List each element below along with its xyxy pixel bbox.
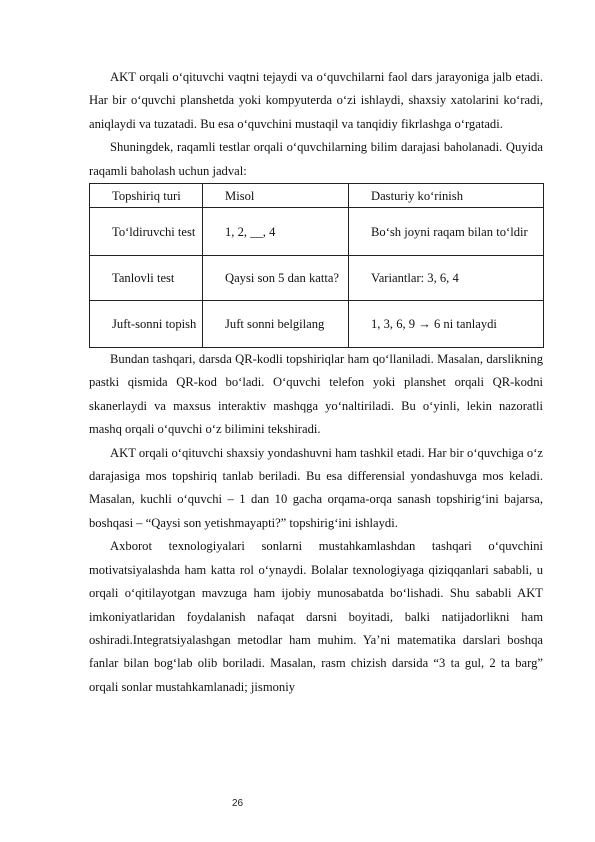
table-row [90, 301, 544, 348]
paragraph-personal-approach: AKT orqali o‘qituvchi shaxsiy yondashuvni ham tashkil etadi. Har bir o‘quvchiga o‘z darajasiga mos topshiriq tanlab beriladi. Bu esa differensial yondashuvga mos keladi. Masalan, kuchli o‘quvchi – 1 dan 10 gacha orqama-orqa sanash topshirig‘ini bajarsa, boshqasi – “Qaysi son yetishmayapti?” topshirig‘ini ishlaydi. [89, 445, 543, 530]
table-cell: Bo‘sh joyni raqam bilan to‘ldir [349, 208, 544, 256]
document-page [89, 66, 543, 699]
table-cell: Tanlovli test [90, 256, 203, 301]
table-cell: Variantlar: 3, 6, 4 [349, 256, 544, 301]
assessment-table [89, 183, 544, 348]
table-cell: 1, 2, __, 4 [203, 208, 349, 256]
table-cell: To‘ldiruvchi test [90, 208, 203, 256]
table-cell: 1, 3, 6, 9 → 6 ni tanlaydi [349, 301, 544, 348]
page-number: 26 [232, 798, 244, 809]
table-header-row [90, 184, 544, 208]
table-row [90, 256, 544, 301]
table-cell: Juft-sonni topish [90, 301, 203, 348]
table-cell: Juft sonni belgilang [203, 301, 349, 348]
table-row [90, 208, 544, 256]
paragraph-motivation: Axborot texnologiyalari sonlarni mustahkamlashdan tashqari o‘quvchini motivatsiyalashda ham katta rol o‘ynaydi. Bolalar texnologiyaga qiziqqanlari sababli, u orqali o‘qitilayotgan mavzuga ham ijobiy munosabatda bo‘lishadi. Shu sababli AKT imkoniyatlaridan foydalanish nafaqat darsni boyitadi, balki natijadorlikni ham oshiradi.Integratsiyalashgan metodlar ham muhim. Ya’ni matematika darslari boshqa fanlar bilan bog‘lab olib boriladi. Masalan, rasm chizish darsida “3 ta gul, 2 ta barg” orqali sonlar mustahkamlanadi; jismoniy [89, 539, 543, 694]
table-cell: Qaysi son 5 dan katta? [203, 256, 349, 301]
table-header-cell: Misol [203, 184, 349, 208]
table-header-cell: Dasturiy ko‘rinish [349, 184, 544, 208]
paragraph-qr-tasks: Bundan tashqari, darsda QR-kodli topshiriqlar ham qo‘llaniladi. Masalan, darslikning pastki qismida QR-kod bo‘ladi. O‘quvchi telefon yoki planshet orqali QR-kodni skanerlaydi va maxsus interaktiv mashqga yo‘naltiriladi. Bu o‘yinli, lekin nazoratli mashq orqali o‘quvchi o‘z bilimini tekshiradi. [89, 352, 543, 437]
paragraph-ict-saves-time: AKT orqali o‘qituvchi vaqtni tejaydi va o‘quvchilarni faol dars jarayoniga jalb etadi. Har bir o‘quvchi planshetda yoki kompyuterda o‘zi ishlaydi, shaxsiy xatolarini ko‘radi, aniqlaydi va tuzatadi. Bu esa o‘quvchini mustaqil va tanqidiy fikrlashga o‘rgatadi. [89, 70, 543, 131]
paragraph-digital-tests: Shuningdek, raqamli testlar orqali o‘quvchilarning bilim darajasi baholanadi. Quyida raqamli baholash uchun jadval: [89, 140, 543, 178]
table-header-cell: Topshiriq turi [90, 184, 203, 208]
